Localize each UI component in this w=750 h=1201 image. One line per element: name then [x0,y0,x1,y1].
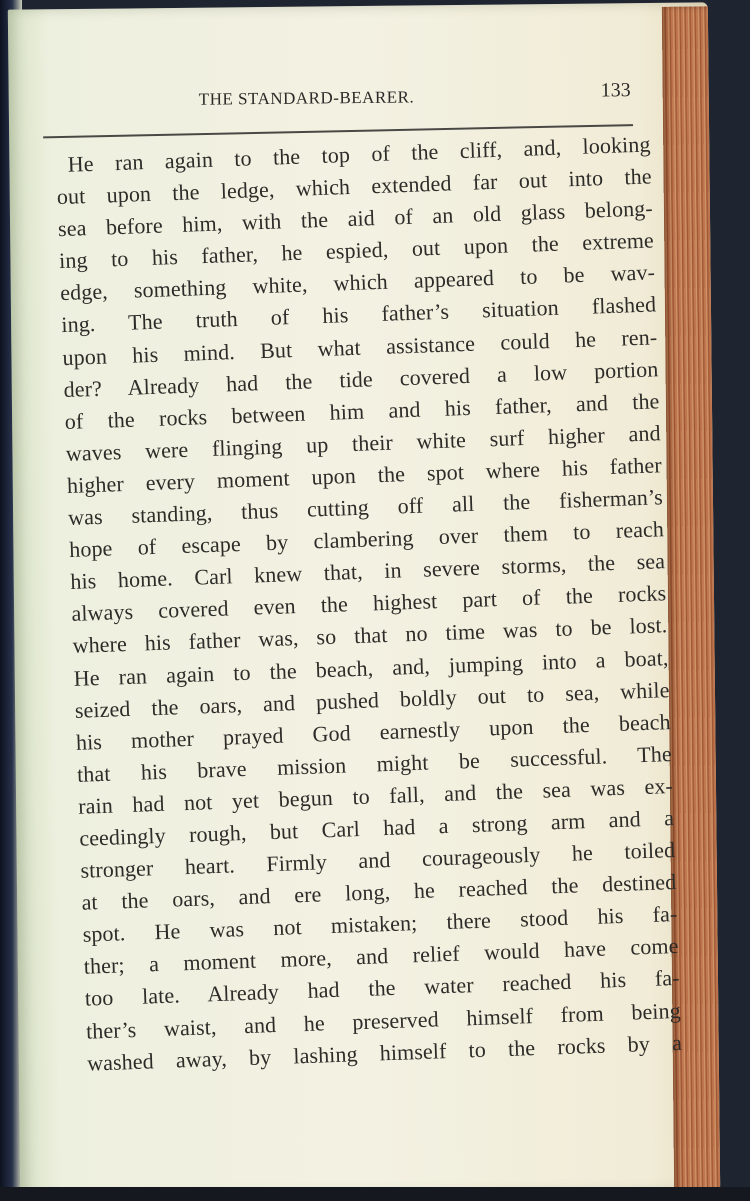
text-line: ceedingly rough, but Carl had a strong arm and a [78,804,675,851]
text-line: too late. Already had the water reached his fa- [84,965,680,1012]
text-line: rain had not yet begun to fall, and the sea was ex- [77,772,674,819]
text-line: ing. The truth of his father’s situation flashed [60,291,657,338]
text-line: out upon the ledge, which extended far out into the [56,163,652,210]
text-line: hope of escape by clambering over them to reach [68,516,665,563]
text-line: waves were flinging up their white surf higher and [65,420,661,466]
text-line: ther’s waist, and he preserved himself from being [85,997,682,1044]
text-line: at the oars, and ere long, he reached the destined [81,869,677,915]
text-line: stronger heart. Firmly and courageously he toiled [80,837,676,883]
text-line: his mother prayed God earnestly upon the beach [75,708,672,755]
text-line: where his father was, so that no time was to be lost. [72,612,668,659]
text-line: always covered even the highest part of the rocks [71,580,667,627]
text-line: sea before him, with the aid of an old glass belong- [57,195,654,242]
book-page [8,2,720,1197]
text-line: seized the oars, and pushed boldly out to sea, while [74,676,670,723]
text-line: edge, something white, which appeared to be wav- [59,259,656,306]
text-line: He ran again to the beach, and, jumping into a boat, [73,644,669,691]
text-line: washed away, by lashing himself to the rocks by a [86,1029,683,1076]
running-title: THE STANDARD-BEARER. [198,87,415,109]
body-text [55,128,682,1079]
text-line: upon his mind. But what assistance could he ren- [62,323,658,370]
text-line: that his brave mission might be successful. The [76,740,673,787]
text-line: his home. Carl knew that, in severe storms, the sea [69,548,666,595]
text-line: of the rocks between him and his father, and the [64,388,660,434]
page-header [198,79,649,116]
text-line: ther; a moment more, and relief would have come [83,933,679,980]
text-line: He ran again to the top of the cliff, and, looking [67,131,651,177]
text-line: was standing, thus cutting off all the fisherman’s [67,484,664,531]
text-line: higher every moment upon the spot where his father [66,452,663,498]
text-line: der? Already had the tide covered a low portion [63,355,659,402]
text-line: ing to his father, he espied, out upon the extreme [58,227,655,274]
text-line: spot. He was not mistaken; there stood his fa- [82,901,678,947]
scan-bottom-edge [0,1187,750,1201]
page-number: 133 [600,79,631,102]
